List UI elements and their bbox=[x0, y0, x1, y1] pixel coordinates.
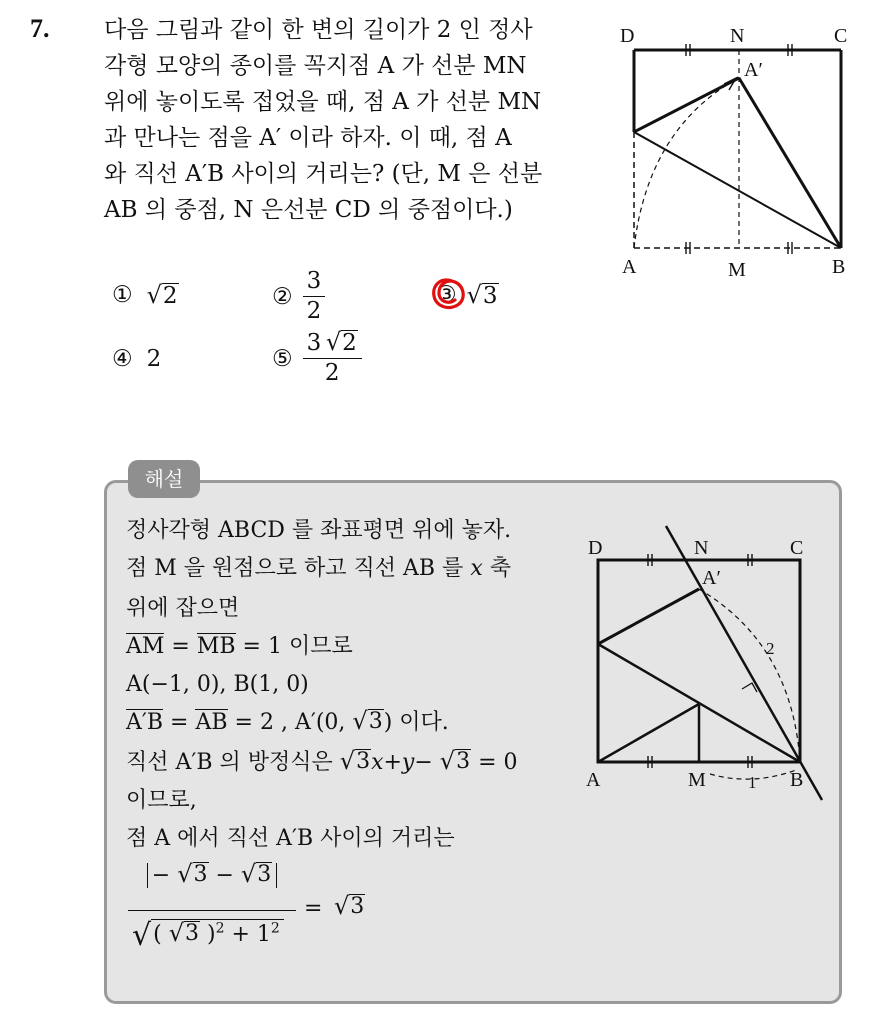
solution-line: 위에 잡으면 bbox=[126, 596, 240, 621]
choice-value: 2 bbox=[146, 346, 162, 372]
crease-line bbox=[634, 132, 841, 248]
choice-4[interactable] bbox=[112, 346, 161, 372]
solution-figure bbox=[582, 524, 832, 810]
label-a-prime: A′ bbox=[702, 567, 721, 589]
label-b: B bbox=[790, 769, 804, 791]
fraction: $\frac{3}{2}$ bbox=[303, 268, 326, 325]
distance-denominator: √( √ 3 )$^2 + 1^2$ bbox=[132, 918, 284, 953]
distance-equals: = bbox=[304, 896, 323, 921]
question-number: 7. bbox=[30, 14, 50, 43]
label-m: M bbox=[688, 769, 706, 791]
question-text-line: AB 의 중점, N 은선분 CD 의 중점이다.) bbox=[104, 197, 513, 223]
solution-line: A′B = AB = 2 , A′(0, √ 3 ) 이다. bbox=[126, 707, 449, 735]
segment-a-to-crease bbox=[598, 704, 699, 762]
sqrt-value: √ 2 bbox=[146, 280, 178, 309]
question-text-line: 와 직선 A′B 사이의 거리는? (단, M 은 선분 bbox=[104, 161, 543, 187]
choice-number: ① bbox=[112, 282, 133, 308]
question-figure bbox=[618, 20, 868, 280]
label-b: B bbox=[832, 256, 846, 278]
solution-line: 이므로, bbox=[126, 788, 197, 813]
segment-a1b bbox=[739, 78, 841, 248]
question-text-line: 위에 놓이도록 접었을 때, 점 A 가 선분 MN bbox=[104, 89, 542, 115]
question-text-line: 각형 모양의 종이를 꼭지점 A 가 선분 MN bbox=[104, 53, 527, 79]
label-c: C bbox=[790, 537, 804, 559]
solution-line: A(−1, 0), B(1, 0) bbox=[126, 672, 309, 697]
choice-5[interactable] bbox=[272, 330, 362, 387]
choice-2[interactable] bbox=[272, 268, 325, 325]
choice-number: ② bbox=[272, 283, 293, 310]
fold-edge bbox=[598, 589, 699, 644]
solution-line: 점 M 을 원점으로 하고 직선 AB 를 x 축 bbox=[126, 556, 511, 581]
distance-result: √ 3 bbox=[334, 892, 365, 920]
choice-number: ③ bbox=[436, 282, 457, 308]
distance-numerator: − √ 3 − √ 3 bbox=[128, 862, 296, 888]
solution-line: AM = MB = 1 이므로 bbox=[126, 634, 353, 659]
sqrt-value: √ 3 bbox=[466, 280, 498, 309]
label-c: C bbox=[834, 25, 848, 47]
fraction-bar bbox=[128, 910, 296, 911]
label-a-prime: A′ bbox=[744, 59, 763, 81]
label-a: A bbox=[586, 769, 601, 791]
label-n: N bbox=[730, 25, 745, 47]
solution-line: 직선 A′B 의 방정식은 √ 3 x+y− √ 3 = 0 bbox=[126, 747, 518, 775]
choice-1[interactable] bbox=[112, 282, 179, 308]
choice-number: ⑤ bbox=[272, 345, 293, 372]
fraction: 3 √ 2 2 bbox=[303, 330, 362, 387]
choice-number: ④ bbox=[112, 346, 133, 372]
label-a: A bbox=[622, 256, 637, 278]
label-n: N bbox=[694, 537, 709, 559]
solution-line: 점 A 에서 직선 A′B 사이의 거리는 bbox=[126, 826, 455, 851]
label-one: 1 bbox=[748, 773, 757, 792]
solution-line: 정사각형 ABCD 를 좌표평면 위에 놓자. bbox=[126, 518, 512, 543]
answer-circle-mark bbox=[430, 276, 466, 312]
question-text-line: 다음 그림과 같이 한 변의 길이가 2 인 정사 bbox=[104, 17, 533, 43]
question-text-line: 과 만나는 점을 A′ 이라 하자. 이 때, 점 A bbox=[104, 125, 512, 151]
label-two: 2 bbox=[766, 639, 775, 658]
label-m: M bbox=[728, 259, 746, 280]
fold-edge bbox=[634, 78, 739, 132]
solution-tag: 해설 bbox=[128, 460, 200, 498]
label-d: D bbox=[620, 25, 635, 47]
label-d: D bbox=[588, 537, 603, 559]
